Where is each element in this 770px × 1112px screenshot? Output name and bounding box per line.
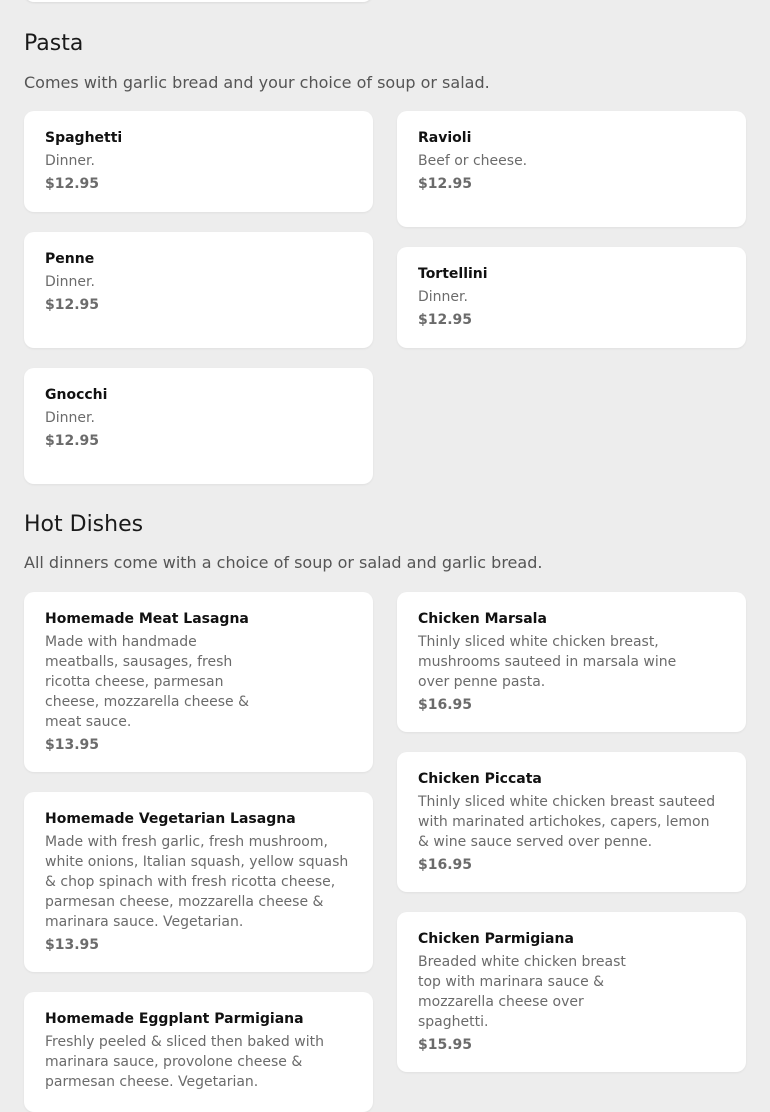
menu-item-description: Dinner. xyxy=(45,274,95,290)
menu-item-description: Beef or cheese. xyxy=(418,153,528,169)
menu-item-price: $16.95 xyxy=(418,857,473,873)
menu-item-name: Ravioli xyxy=(418,130,472,146)
previous-item-card[interactable] xyxy=(24,0,373,2)
menu-item-description: Freshly peeled & sliced then baked with marinara sauce, provolone cheese & parmesan cheese. Vegetarian. xyxy=(45,1034,324,1090)
menu-item-name: Gnocchi xyxy=(45,387,108,403)
menu-item-gnocchi[interactable] xyxy=(24,368,373,484)
menu-item-name: Homemade Vegetarian Lasagna xyxy=(45,811,296,827)
menu-item-tortellini[interactable] xyxy=(397,247,746,348)
menu-item-price: $12.95 xyxy=(45,433,100,449)
menu-item-price: $13.95 xyxy=(45,937,100,953)
menu-item-price: $13.95 xyxy=(45,737,100,753)
menu-item-name: Penne xyxy=(45,251,95,267)
menu-item-description: Thinly sliced white chicken breast sauteed with marinated artichokes, capers, lemon & wine sauce served over penne. xyxy=(418,794,716,850)
menu-item-name: Chicken Marsala xyxy=(418,611,547,627)
menu-item-price: $16.95 xyxy=(418,697,473,713)
section-title-pasta: Pasta xyxy=(24,31,84,56)
menu-item-description: Dinner. xyxy=(45,410,95,426)
menu-item-description: Dinner. xyxy=(45,153,95,169)
menu-item-penne[interactable] xyxy=(24,232,373,348)
menu-item-name: Homemade Eggplant Parmigiana xyxy=(45,1011,304,1027)
menu-item-price: $12.95 xyxy=(45,176,100,192)
section-title-hot-dishes: Hot Dishes xyxy=(24,512,144,537)
menu-item-spaghetti[interactable] xyxy=(24,111,373,212)
menu-item-chicken-marsala[interactable] xyxy=(397,592,746,732)
menu-item-price: $12.95 xyxy=(45,297,100,313)
menu-item-chicken-piccata[interactable] xyxy=(397,752,746,892)
menu-item-chicken-parmigiana[interactable] xyxy=(397,912,746,1072)
menu-item-name: Chicken Piccata xyxy=(418,771,542,787)
section-description-hot-dishes: All dinners come with a choice of soup or salad and garlic bread. xyxy=(24,553,543,572)
menu-item-price: $15.95 xyxy=(418,1037,473,1053)
menu-item-name: Tortellini xyxy=(418,266,488,282)
menu-item-homemade-eggplant-parmigiana[interactable] xyxy=(24,992,373,1112)
menu-item-name: Homemade Meat Lasagna xyxy=(45,611,249,627)
menu-item-description: Made with handmade meatballs, sausages, fresh ricotta cheese, parmesan cheese, mozzarella cheese & meat sauce. xyxy=(45,634,250,730)
menu-item-name: Chicken Parmigiana xyxy=(418,931,574,947)
menu-item-description: Thinly sliced white chicken breast, mushrooms sauteed in marsala wine over penne pasta. xyxy=(418,634,677,690)
menu-item-description: Breaded white chicken breast top with marinara sauce & mozzarella cheese over spaghetti. xyxy=(418,954,626,1030)
menu-item-description: Made with fresh garlic, fresh mushroom, white onions, Italian squash, yellow squash & chop spinach with fresh ricotta cheese, parmesan cheese, mozzarella cheese & marinara sauce. Vegetarian. xyxy=(45,834,349,930)
menu-item-homemade-meat-lasagna[interactable] xyxy=(24,592,373,772)
menu-item-price: $12.95 xyxy=(418,312,473,328)
section-description-pasta: Comes with garlic bread and your choice of soup or salad. xyxy=(24,73,490,92)
menu-item-name: Spaghetti xyxy=(45,130,123,146)
menu-item-homemade-vegetarian-lasagna[interactable] xyxy=(24,792,373,972)
menu-item-price: $12.95 xyxy=(418,176,473,192)
menu-item-ravioli[interactable] xyxy=(397,111,746,227)
menu-item-description: Dinner. xyxy=(418,289,468,305)
